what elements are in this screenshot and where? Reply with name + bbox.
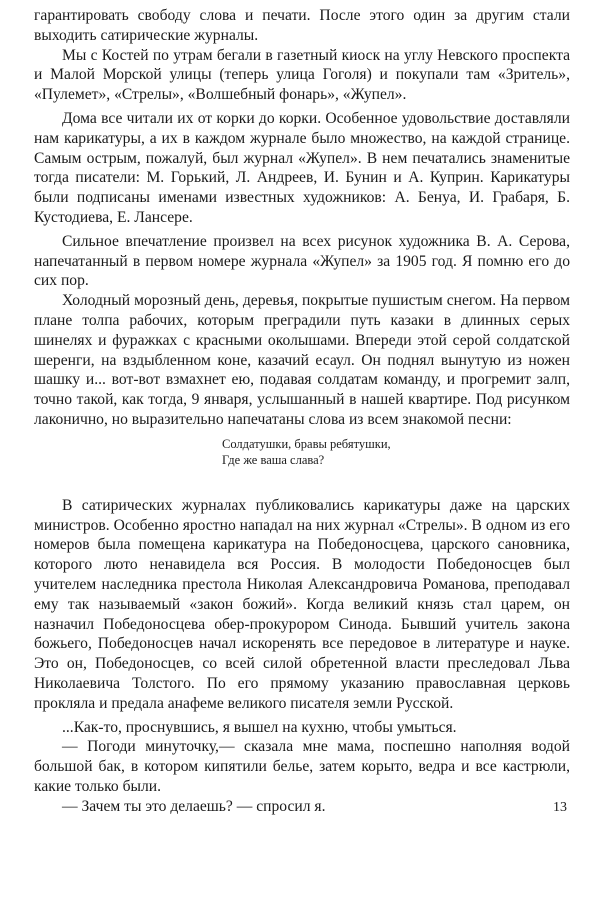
song-quote: [222, 436, 570, 468]
page-text: [34, 6, 570, 816]
paragraph-2: Мы с Костей по утрам бегали в газетный киоск на углу Невского проспекта и Малой Морской улицы (теперь улица Гоголя) и покупали там «Зритель», «Пулемет», «Стрелы», «Волшебный фонарь», «Жупел».: [34, 46, 570, 104]
paragraph-1: гарантировать свободу слова и печати. После этого один за другим стали выходить сатирические журналы.: [34, 7, 570, 44]
paragraph-4: Сильное впечатление произвел на всех рисунок художника В. А. Серова, напечатанный в первом номере журнала «Жупел» за 1905 год. Я помню его до сих пор.: [34, 232, 570, 290]
paragraph-3: Дома все читали их от корки до корки. Особенное удовольствие доставляли нам карикатуры, а их в каждом журнале было множество, на каждой странице. Самым острым, пожалуй, был журнал «Жупел». В нем печатались знаменитые тогда писатели: М. Горький, Л. Андреев, И. Бунин и А. Куприн. Карикатуры были подписаны именами известных художников: А. Бенуа, И. Грабаря, Б. Кустодиева, Е. Лансере.: [34, 109, 570, 226]
paragraph-5: Холодный морозный день, деревья, покрытые пушистым снегом. На первом плане толпа рабочих, которым преградили путь казаки в длинных серых шинелях и фуражках с красными околышами. Впереди этой серой солдатской шеренги, на вздыбленном коне, казачий есаул. Он поднял вынутую из ножен шашку и... вот-вот взмахнет ею, подавая солдатам команду, и прогремит залп, точно такой, как тогда, 9 января, услышанный в нашей квартире. Под рисунком лаконично, но выразительно напечатаны слова из всем знакомой песни:: [34, 292, 570, 428]
song-line-2: Где же ваша слава?: [222, 452, 325, 467]
paragraph-6: В сатирических журналах публиковались карикатуры даже на царских министров. Особенно яростно нападал на них журнал «Стрелы». В одном из его номеров была помещена карикатура на Победоносцева, царского сановника, которого люто ненавидела вся Россия. В молодости Победоносцев был учителем наследника престола Николая Александровича Романова, преподавал ему так называемый «закон божий». Когда великий князь стал царем, он назначил Победоносцева обер-прокурором Синода. Бывший учитель закона божьего, Победоносцев начал искоренять все передовое в литературе и науке. Это он, Победоносцев, со всей силой обретенной власти преследовал Льва Николаевича Толстого. По его прямому указанию православная церковь прокляла и предала анафеме великого писателя земли Русской.: [34, 496, 570, 712]
page-number: 13: [553, 800, 567, 815]
paragraph-9: — Зачем ты это делаешь? — спросил я.: [62, 797, 326, 815]
song-line-1: Солдатушки, бравы ребятушки,: [222, 436, 391, 451]
paragraph-7: ...Как-то, проснувшись, я вышел на кухню, чтобы умыться.: [62, 718, 457, 736]
paragraph-8: — Погоди минуточку,— сказала мне мама, поспешно наполняя водой большой бак, в котором кипятили белье, затем корыто, ведра и все кастрюли, какие только были.: [34, 738, 570, 795]
